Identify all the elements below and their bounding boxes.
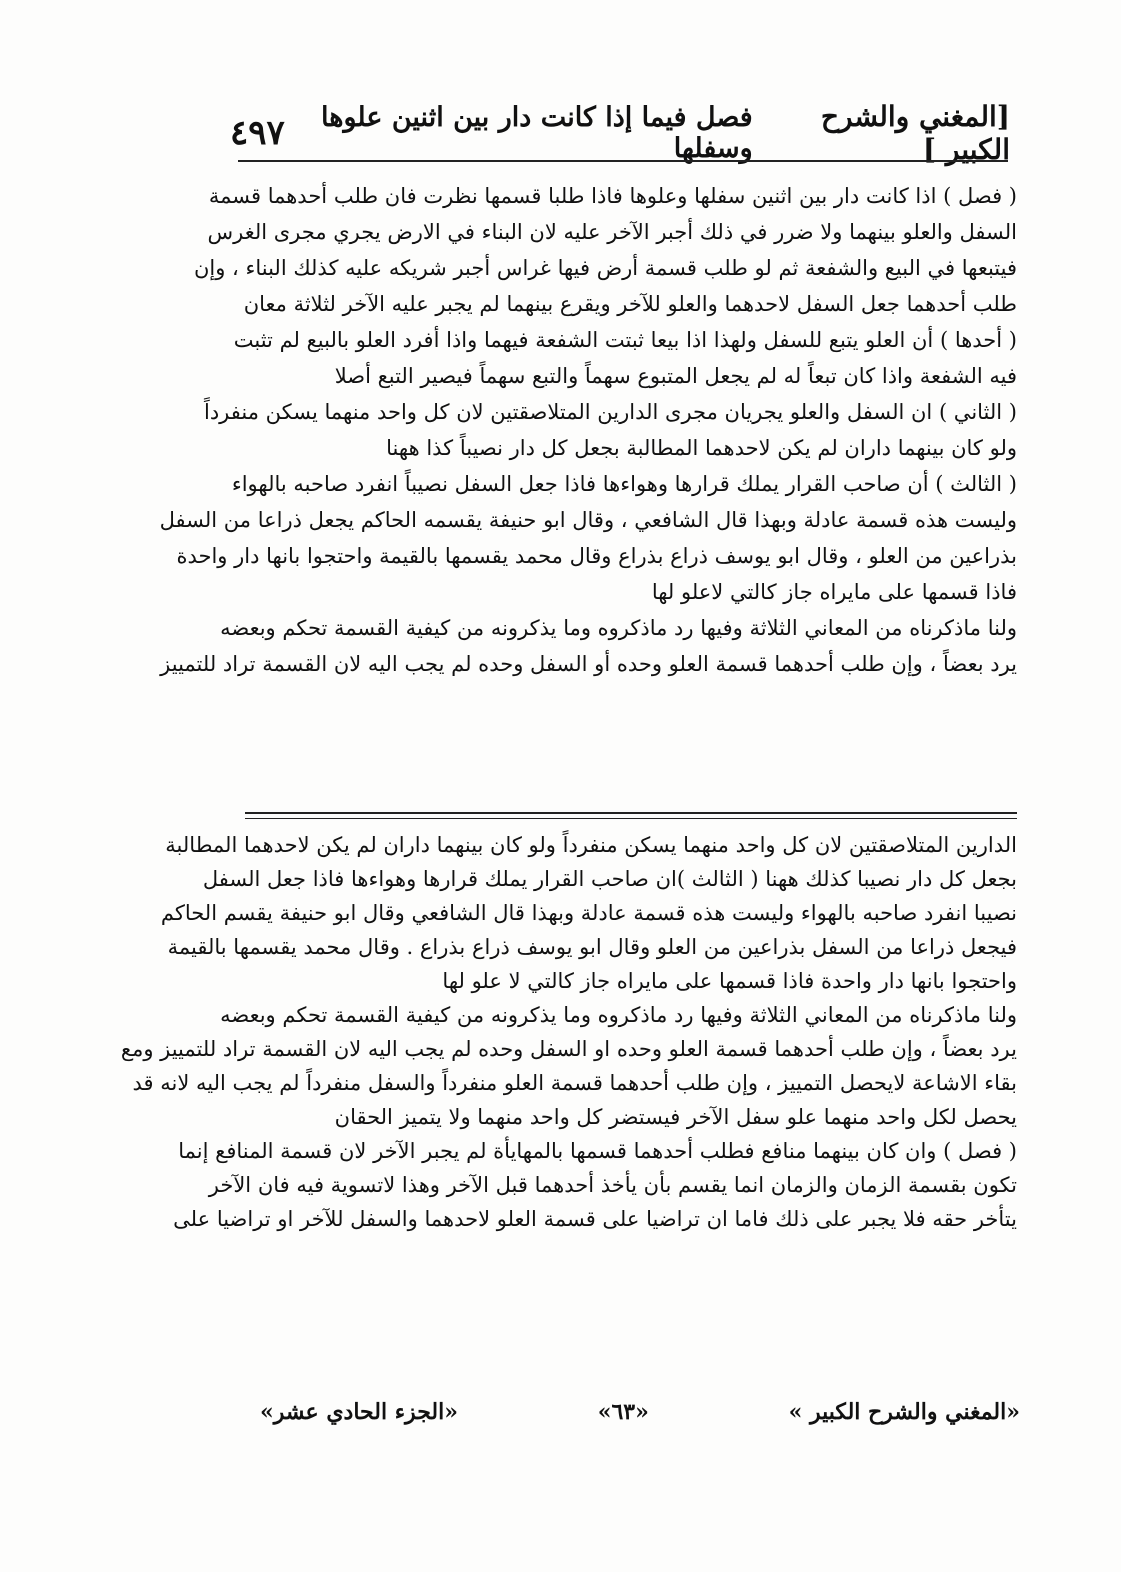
commentary-text <box>120 828 1017 1236</box>
text-line: ولنا ماذكرناه من المعاني الثلاثة وفيها رد ماذكروه وما يذكرونه من كيفية القسمة تحكم وبعضه <box>220 1003 1017 1027</box>
footer-book-title: «المغني والشرح الكبير » <box>788 1399 1020 1425</box>
header-rule <box>238 160 1008 162</box>
text-line: فيه الشفعة واذا كان تبعاً له لم يجعل المتبوع سهماً والتبع سهماً فيصير التبع أصلا <box>334 364 1017 388</box>
running-section-title: فصل فيما إذا كانت دار بين اثنين علوها وسفلها <box>320 102 753 164</box>
text-line: الدارين المتلاصقتين لان كل واحد منهما يسكن منفرداً ولو كان بينهما داران لم يكن لاحدهما المطالبة <box>165 833 1017 857</box>
text-line: فيجعل ذراعا من السفل بذراعين من العلو وقال ابو يوسف ذراع بذراع . وقال محمد يقسمها بالقيمة <box>167 935 1017 959</box>
text-line: بذراعين من العلو ، وقال ابو يوسف ذراع بذراع وقال محمد يقسمها بالقيمة واحتجوا بانها دار واحدة <box>176 544 1017 568</box>
text-line: واحتجوا بانها دار واحدة فاذا قسمها على مايراه جاز كالتي لا علو لها <box>442 969 1017 993</box>
text-line: ( فصل ) اذا كانت دار بين اثنين سفلها وعلوها فاذا طلبا قسمها نظرت فان طلب أحدهما قسمة <box>208 184 1017 208</box>
text-line: ( الثاني ) ان السفل والعلو يجريان مجرى الدارين المتلاصقتين لان كل واحد منهما يسكن منفرداً <box>203 400 1017 424</box>
section-divider <box>245 812 1017 819</box>
text-line: ( فصل ) وان كان بينهما منافع فطلب أحدهما قسمها بالمهايأة لم يجبر الآخر لان قسمة المنافع إنما <box>178 1139 1017 1163</box>
text-line: ( الثالث ) أن صاحب القرار يملك قرارها وهواءها فاذا جعل السفل نصيباً انفرد صاحبه بالهواء <box>231 472 1017 496</box>
text-line: نصيبا انفرد صاحبه بالهواء وليست هذه قسمة عادلة وبهذا قال الشافعي وقال ابو حنيفة يقسم الحاكم <box>160 901 1017 925</box>
text-line: فاذا قسمها على مايراه جاز كالتي لاعلو لها <box>651 580 1017 604</box>
text-line: السفل والعلو بينهما ولا ضرر في ذلك أجبر الآخر عليه لان البناء في الارض يجري مجرى الغرس <box>207 220 1017 244</box>
text-line: يتأخر حقه فلا يجبر على ذلك فاما ان تراضيا على قسمة العلو لاحدهما والسفل للآخر او تراضيا على <box>173 1207 1017 1231</box>
text-line: ( أحدها ) أن العلو يتبع للسفل ولهذا اذا بيعا ثبتت الشفعة فيهما واذا أفرد العلو بالبيع لم تثبت <box>233 328 1017 352</box>
text-line: فيتبعها في البيع والشفعة ثم لو طلب قسمة أرض فيها غراس أجبر شريكه عليه كذلك البناء ، وإن <box>193 256 1017 280</box>
text-line: يرد بعضاً ، وإن طلب أحدهما قسمة العلو وحده أو السفل وحده لم يجب اليه لان القسمة تراد للتمييز <box>160 652 1017 676</box>
page-number: ٤٩٧ <box>230 113 285 153</box>
footer-number: «٦٣» <box>597 1399 649 1425</box>
running-book-title: [المغني والشرح الكبير ] <box>820 100 1010 166</box>
text-line: ولنا ماذكرناه من المعاني الثلاثة وفيها رد ماذكروه وما يذكرونه من كيفية القسمة تحكم وبعضه <box>220 616 1017 640</box>
text-line: تكون بقسمة الزمان والزمان انما يقسم بأن يأخذ أحدهما قبل الآخر وهذا لاتسوية فيه فان الآخر <box>208 1173 1017 1197</box>
text-line: بقاء الاشاعة لايحصل التمييز ، وإن طلب أحدهما قسمة العلو منفرداً والسفل منفرداً لم يجب اليه لانه قد <box>132 1071 1017 1095</box>
main-text <box>159 178 1017 682</box>
text-line: بجعل كل دار نصيبا كذلك ههنا ( الثالث )ان صاحب القرار يملك قرارها وهواءها فاذا جعل السفل <box>202 867 1017 891</box>
page-header <box>230 100 1010 166</box>
page-footer <box>260 1392 1020 1432</box>
text-line: طلب أحدهما جعل السفل لاحدهما والعلو للآخر ويقرع بينهما لم يجبر عليه الآخر لثلاثة معان <box>243 292 1017 316</box>
text-line: يحصل لكل واحد منهما علو سفل الآخر فيستضر كل واحد منهما ولا يتميز الحقان <box>334 1105 1017 1129</box>
footer-volume: «الجزء الحادي عشر» <box>260 1399 458 1425</box>
text-line: يرد بعضاً ، وإن طلب أحدهما قسمة العلو وحده او السفل وحده لم يجب اليه لان القسمة تراد للتمييز ومع <box>120 1037 1017 1061</box>
text-line: ولو كان بينهما داران لم يكن لاحدهما المطالبة بجعل كل دار نصيباً كذا ههنا <box>386 436 1017 460</box>
text-line: وليست هذه قسمة عادلة وبهذا قال الشافعي ، وقال ابو حنيفة يقسمه الحاكم يجعل ذراعا من السفل <box>159 508 1017 532</box>
